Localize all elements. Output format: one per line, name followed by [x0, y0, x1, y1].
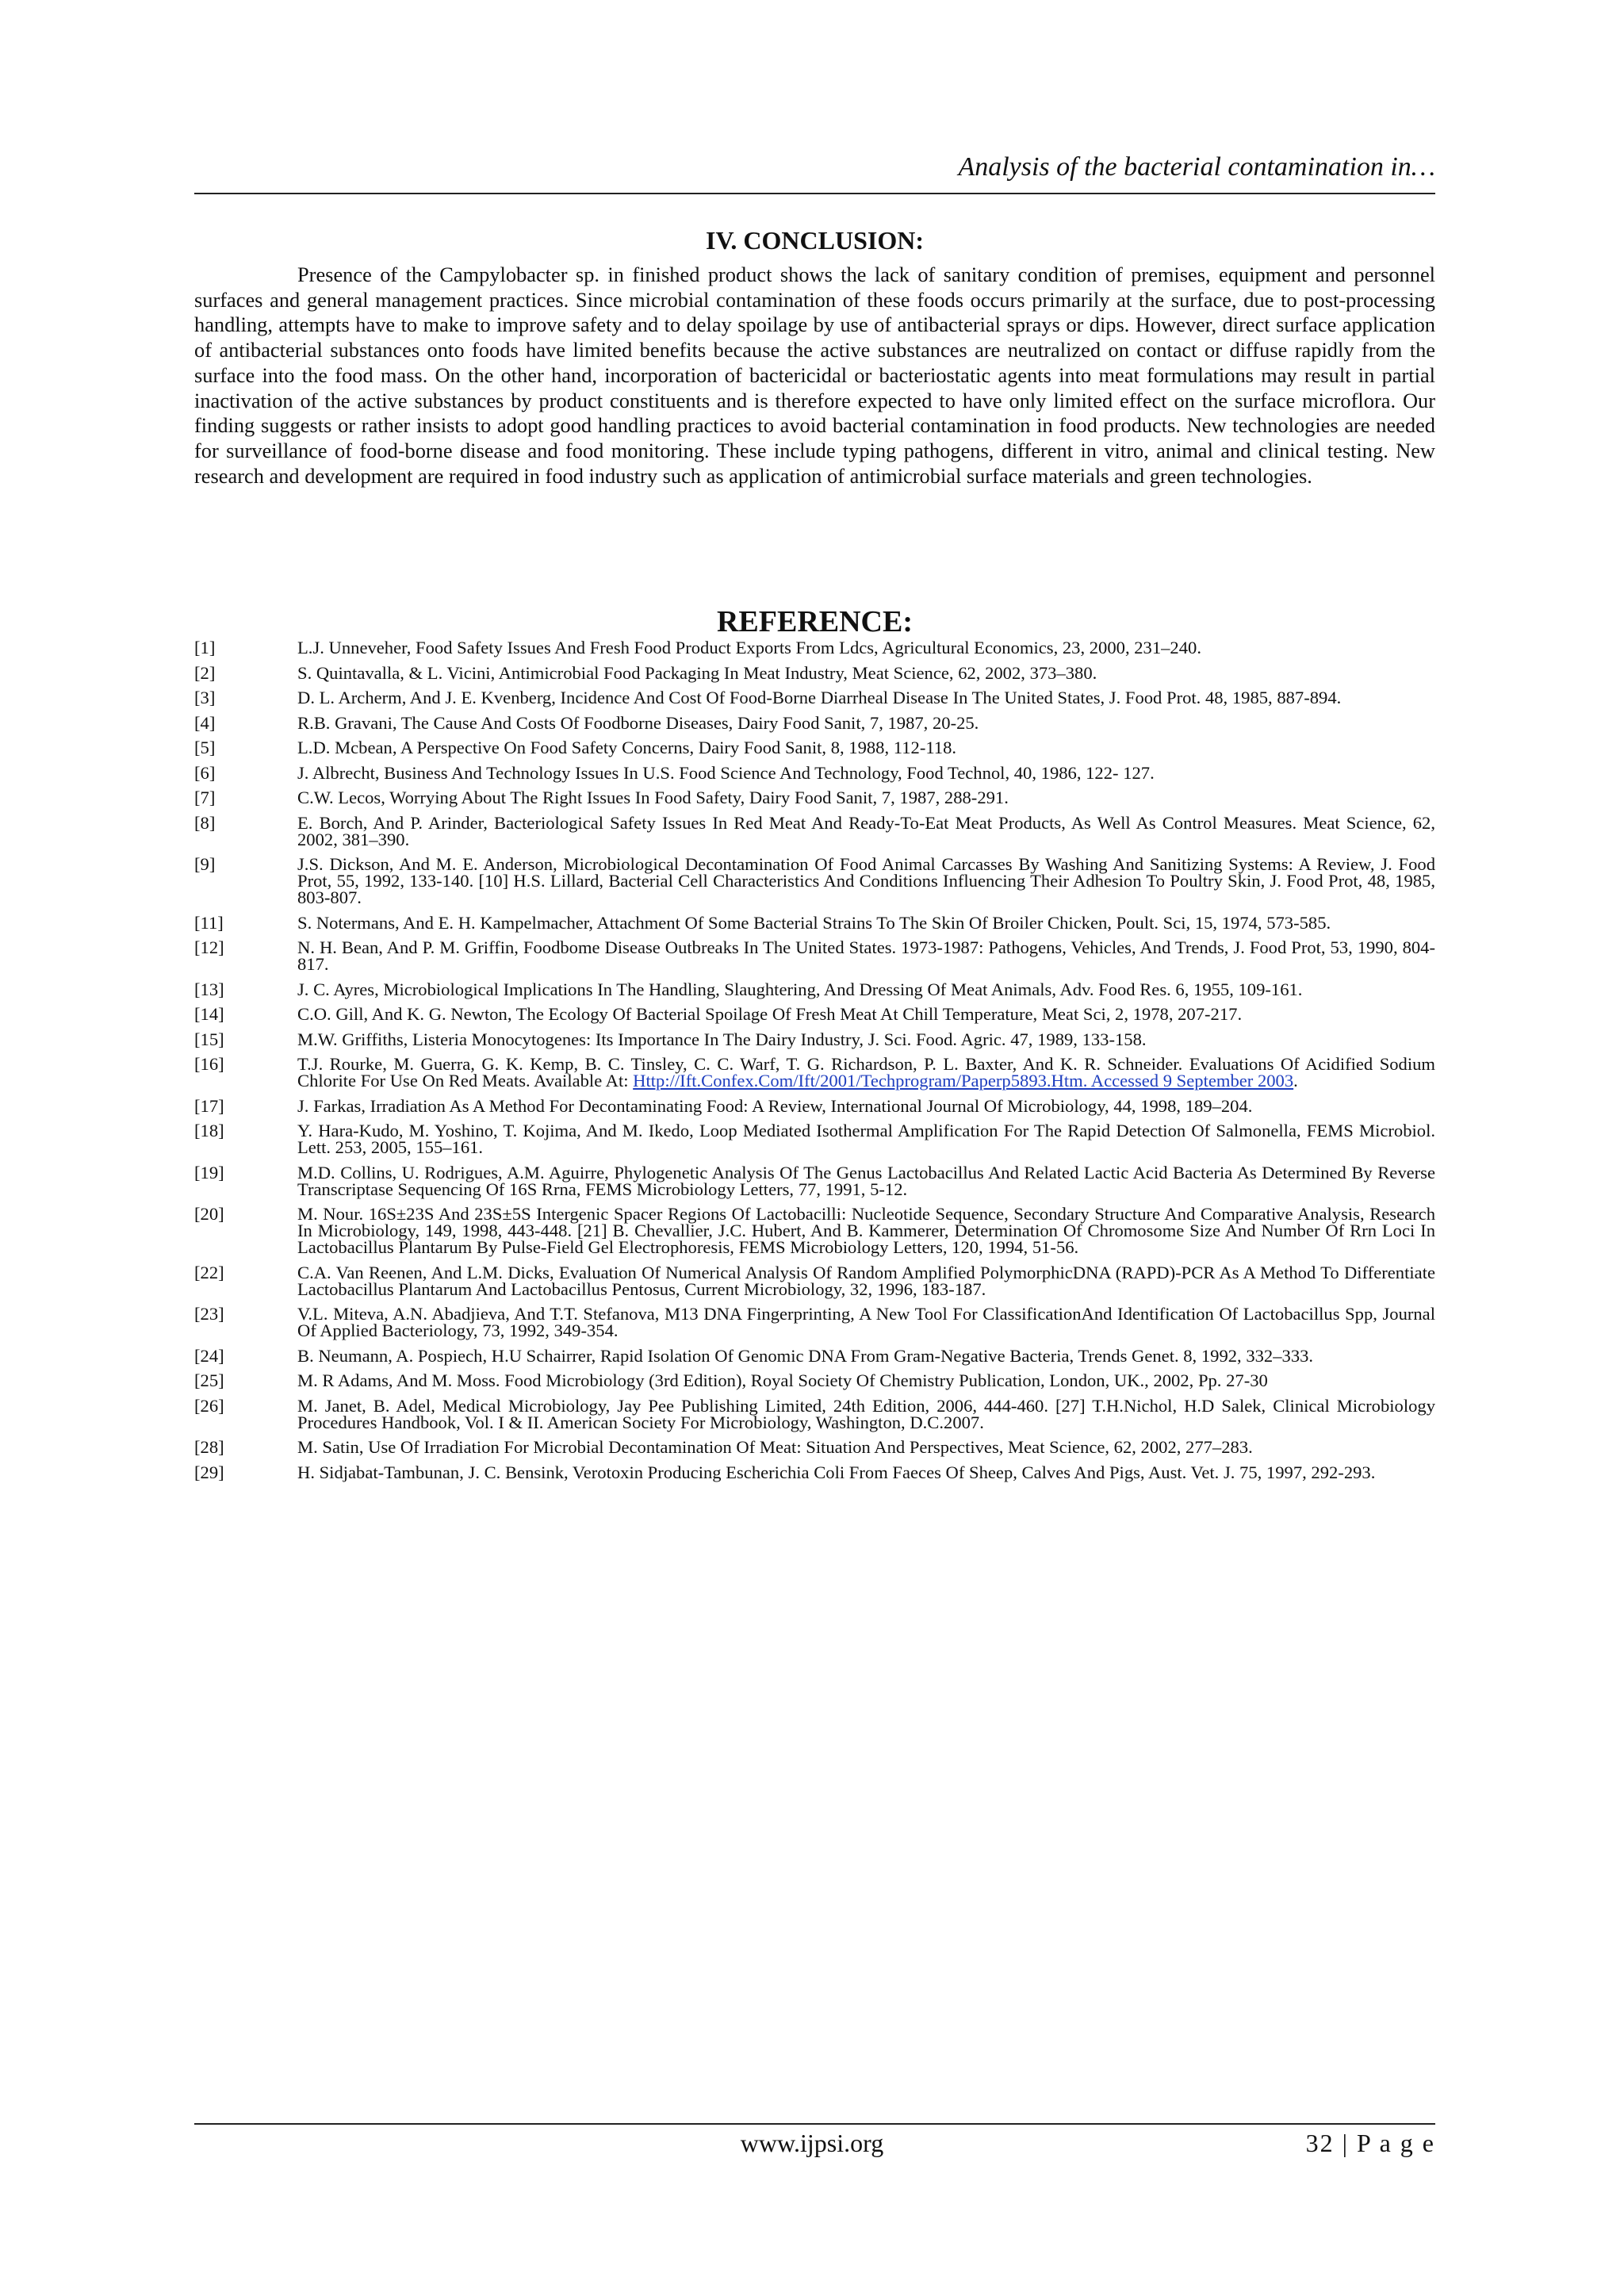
reference-text: [297, 739, 1435, 756]
reference-number: [1]: [194, 638, 216, 657]
reference-item: [194, 1122, 1435, 1156]
reference-list: [194, 639, 1435, 1489]
reference-item: [194, 1464, 1435, 1481]
reference-number: [6]: [194, 762, 216, 783]
reference-text: [297, 1305, 1435, 1339]
reference-text: [297, 1264, 1435, 1297]
conclusion-body: [194, 263, 1435, 489]
reference-item: [194, 639, 1435, 656]
reference-citation: C.A. Van Reenen, And L.M. Dicks, Evaluation Of Numerical Analysis Of Random Amplified PolymorphicDNA (RAPD)-PCR As A Method To Differentiate Lactobacillus Plantarum And Lactobacillus Pentosus, Current Microbiology, 32, 1996, 183-187.: [297, 1262, 1435, 1299]
reference-item: [194, 1031, 1435, 1048]
reference-citation: M. R Adams, And M. Moss. Food Microbiology (3rd Edition), Royal Society Of Chemistry Publication, London, UK., 2002, Pp. 27-30: [297, 1370, 1268, 1390]
reference-text: [297, 1031, 1435, 1048]
reference-text: [297, 981, 1435, 998]
reference-item: [194, 1006, 1435, 1022]
reference-number: [29]: [194, 1462, 224, 1482]
reference-item: [194, 789, 1435, 806]
reference-text: [297, 1095, 1435, 1116]
reference-citation: E. Borch, And P. Arinder, Bacteriological Safety Issues In Red Meat And Ready-To-Eat Meat Products, As Well As Control Measures. Meat Science, 62, 2002, 381–390.: [297, 812, 1435, 849]
reference-item: [194, 1264, 1435, 1297]
reference-citation: M. Janet, B. Adel, Medical Microbiology, Jay Pee Publishing Limited, 24th Edition, 2006, 444-460. [27] T.H.Nichol, H.D Salek, Clinical Microbiology Procedures Handbook, Vol. I & II. American Society For Microbiology, Washington, D.C.2007.: [297, 1395, 1435, 1432]
reference-number: [14]: [194, 1004, 224, 1024]
reference-text: [297, 812, 1435, 849]
reference-citation: M. Nour. 16S±23S And 23S±5S Intergenic Spacer Regions Of Lactobacilli: Nucleotide Sequence, Secondary Structure And Comparative Analysis, Research In Microbiology, 149, 1998, 443-448. [21] B. Chevallier, J.C. Hubert, And B. Kammerer, Determination Of Chromosome Size And Number Of Rrn Loci In Lactobacillus Plantarum By Pulse-Field Gel Electrophoresis, FEMS Microbiology Letters, 120, 1994, 51-56.: [297, 1204, 1435, 1257]
reference-citation: D. L. Archerm, And J. E. Kvenberg, Incidence And Cost Of Food-Borne Diarrheal Disease In The United States, J. Food Prot. 48, 1985, 887-894.: [297, 688, 1342, 707]
reference-number: [12]: [194, 937, 224, 957]
reference-text: [297, 712, 1435, 733]
reference-text: [297, 762, 1435, 783]
reference-citation: J. C. Ayres, Microbiological Implications In The Handling, Slaughtering, And Dressing Of Meat Animals, Adv. Food Res. 6, 1955, 109-161.: [297, 979, 1303, 999]
reference-text: [297, 1372, 1435, 1389]
reference-number: [17]: [194, 1095, 224, 1116]
footer-site: www.ijpsi.org: [740, 2129, 884, 2157]
reference-text: [297, 1397, 1435, 1431]
reference-citation: J. Albrecht, Business And Technology Issues In U.S. Food Science And Technology, Food Technol, 40, 1986, 122- 127.: [297, 762, 1155, 783]
reference-number: [8]: [194, 812, 216, 833]
reference-text: [297, 1164, 1435, 1198]
header-rule: [194, 193, 1435, 194]
reference-citation: L.J. Unneveher, Food Safety Issues And Fresh Food Product Exports From Ldcs, Agricultural Economics, 23, 2000, 231–240.: [297, 638, 1201, 657]
reference-text: [297, 1056, 1435, 1089]
reference-text: [297, 856, 1435, 906]
reference-citation: L.D. Mcbean, A Perspective On Food Safety Concerns, Dairy Food Sanit, 8, 1988, 112-118.: [297, 738, 957, 757]
reference-number: [13]: [194, 979, 224, 999]
page-number: 32 | P a g e: [1305, 2129, 1435, 2157]
reference-citation: J.S. Dickson, And M. E. Anderson, Microbiological Decontamination Of Food Animal Carcasses By Washing And Sanitizing Systems: A Review, J. Food Prot, 55, 1992, 133-140. [10] H.S. Lillard, Bacterial Cell Characteristics And Conditions Influencing Their Adhesion To Poultry Skin, J. Food Prot, 48, 1985, 803-807.: [297, 854, 1435, 907]
reference-link[interactable]: Http://Ift.Confex.Com/Ift/2001/Techprogram/Paperp5893.Htm. Accessed 9 September 2003: [633, 1071, 1294, 1091]
reference-citation: V.L. Miteva, A.N. Abadjieva, And T.T. Stefanova, M13 DNA Fingerprinting, A New Tool For ClassificationAnd Identification Of Lactobacillus Spp, Journal Of Applied Bacteriology, 73, 1992, 349-354.: [297, 1304, 1435, 1340]
reference-item: [194, 1439, 1435, 1455]
reference-citation: R.B. Gravani, The Cause And Costs Of Foodborne Diseases, Dairy Food Sanit, 7, 1987, 20-25.: [297, 712, 979, 733]
footer-rule: [194, 2123, 1435, 2125]
reference-tail: .: [1293, 1071, 1298, 1091]
reference-item: [194, 939, 1435, 972]
reference-number: [4]: [194, 712, 216, 733]
reference-number: [22]: [194, 1262, 224, 1282]
reference-number: [11]: [194, 912, 224, 933]
reference-number: [3]: [194, 688, 216, 707]
reference-number: [15]: [194, 1029, 224, 1049]
reference-citation: M.D. Collins, U. Rodrigues, A.M. Aguirre, Phylogenetic Analysis Of The Genus Lactobacillus And Related Lactic Acid Bacteria As Determined By Reverse Transcriptase Sequencing Of 16S Rrna, FEMS Microbiology Letters, 77, 1991, 5-12.: [297, 1162, 1435, 1199]
references-heading: REFERENCE:: [716, 605, 914, 638]
reference-item: [194, 1397, 1435, 1431]
reference-item: [194, 712, 1435, 733]
reference-item: [194, 812, 1435, 849]
reference-text: [297, 789, 1435, 806]
reference-item: [194, 856, 1435, 906]
reference-item: [194, 1372, 1435, 1389]
reference-text: [297, 1122, 1435, 1156]
reference-citation: B. Neumann, A. Pospiech, H.U Schairrer, Rapid Isolation Of Genomic DNA From Gram-Negative Bacteria, Trends Genet. 8, 1992, 332–333.: [297, 1345, 1314, 1366]
reference-citation: H. Sidjabat-Tambunan, J. C. Bensink, Verotoxin Producing Escherichia Coli From Faeces Of Sheep, Calves And Pigs, Aust. Vet. J. 75, 1997, 292-293.: [297, 1462, 1376, 1482]
reference-item: [194, 762, 1435, 783]
reference-citation: J. Farkas, Irradiation As A Method For Decontaminating Food: A Review, International Journal Of Microbiology, 44, 1998, 189–204.: [297, 1095, 1253, 1116]
reference-number: [2]: [194, 662, 216, 683]
reference-number: [26]: [194, 1395, 224, 1416]
reference-citation: S. Quintavalla, & L. Vicini, Antimicrobial Food Packaging In Meat Industry, Meat Science, 62, 2002, 373–380.: [297, 662, 1097, 683]
reference-number: [23]: [194, 1304, 224, 1324]
reference-item: [194, 981, 1435, 998]
reference-citation: N. H. Bean, And P. M. Griffin, Foodbome Disease Outbreaks In The United States. 1973-1987: Pathogens, Vehicles, And Trends, J. Food Prot, 53, 1990, 804-817.: [297, 937, 1435, 974]
reference-number: [16]: [194, 1054, 224, 1074]
reference-number: [7]: [194, 788, 216, 807]
reference-citation: C.W. Lecos, Worrying About The Right Issues In Food Safety, Dairy Food Sanit, 7, 1987, 288-291.: [297, 788, 1009, 807]
reference-text: [297, 662, 1435, 683]
reference-number: [24]: [194, 1345, 224, 1366]
reference-item: [194, 1305, 1435, 1339]
reference-item: [194, 1347, 1435, 1364]
reference-citation: T.J. Rourke, M. Guerra, G. K. Kemp, B. C. Tinsley, C. C. Warf, T. G. Richardson, P. L. Baxter, And K. R. Schneider. Evaluations Of Acidified Sodium Chlorite For Use On Red Meats. Available At:: [297, 1054, 1435, 1091]
reference-text: [297, 639, 1435, 656]
reference-number: [20]: [194, 1204, 224, 1224]
conclusion-paragraph: Presence of the Campylobacter sp. in finished product shows the lack of sanitary condition of premises, equipment and personnel surfaces and general management practices. Since microbial contamination of these foods occurs primarily at the surface, due to post-processing handling, attempts have to make to improve safety and to delay spoilage by use of antibacterial sprays or dips. However, direct surface application of antibacterial substances onto foods have limited benefits because the active substances are neutralized on contact or diffuse rapidly from the surface into the food mass. On the other hand, incorporation of bactericidal or bacteriostatic agents into meat formulations may result in partial inactivation of the active substances by product constituents and is therefore expected to have only limited effect on the surface microflora. Our finding suggests or rather insists to adopt good handling practices to avoid bacterial contamination in food products. New technologies are needed for surveillance of food-borne disease and food monitoring. These include typing pathogens, different in vitro, animal and clinical testing. New research and development are required in food industry such as application of antimicrobial surface materials and green technologies.: [194, 263, 1435, 488]
reference-number: [5]: [194, 738, 216, 757]
reference-number: [19]: [194, 1162, 224, 1182]
reference-text: [297, 1464, 1435, 1481]
conclusion-heading: IV. CONCLUSION:: [705, 226, 924, 255]
reference-item: [194, 739, 1435, 756]
reference-number: [25]: [194, 1370, 224, 1390]
reference-item: [194, 1095, 1435, 1116]
reference-text: [297, 1006, 1435, 1022]
reference-number: [9]: [194, 854, 216, 874]
reference-citation: M.W. Griffiths, Listeria Monocytogenes: Its Importance In The Dairy Industry, J. Sci. Food. Agric. 47, 1989, 133-158.: [297, 1029, 1147, 1049]
reference-text: [297, 1439, 1435, 1455]
reference-text: [297, 914, 1435, 931]
running-title: Analysis of the bacterial contamination in…: [958, 152, 1435, 182]
reference-citation: Y. Hara-Kudo, M. Yoshino, T. Kojima, And M. Ikedo, Loop Mediated Isothermal Amplification For The Rapid Detection Of Salmonella, FEMS Microbiol. Lett. 253, 2005, 155–161.: [297, 1121, 1435, 1157]
reference-item: [194, 1056, 1435, 1089]
reference-citation: M. Satin, Use Of Irradiation For Microbial Decontamination Of Meat: Situation And Perspectives, Meat Science, 62, 2002, 277–283.: [297, 1437, 1253, 1457]
reference-text: [297, 939, 1435, 972]
reference-item: [194, 689, 1435, 706]
reference-number: [28]: [194, 1437, 224, 1457]
reference-text: [297, 689, 1435, 706]
reference-text: [297, 1205, 1435, 1255]
reference-item: [194, 662, 1435, 683]
reference-item: [194, 1205, 1435, 1255]
reference-item: [194, 914, 1435, 931]
reference-citation: S. Notermans, And E. H. Kampelmacher, Attachment Of Some Bacterial Strains To The Skin Of Broiler Chicken, Poult. Sci, 15, 1974, 573-585.: [297, 912, 1331, 933]
reference-text: [297, 1347, 1435, 1364]
reference-number: [18]: [194, 1121, 224, 1140]
reference-citation: C.O. Gill, And K. G. Newton, The Ecology Of Bacterial Spoilage Of Fresh Meat At Chill Temperature, Meat Sci, 2, 1978, 207-217.: [297, 1004, 1243, 1024]
reference-item: [194, 1164, 1435, 1198]
